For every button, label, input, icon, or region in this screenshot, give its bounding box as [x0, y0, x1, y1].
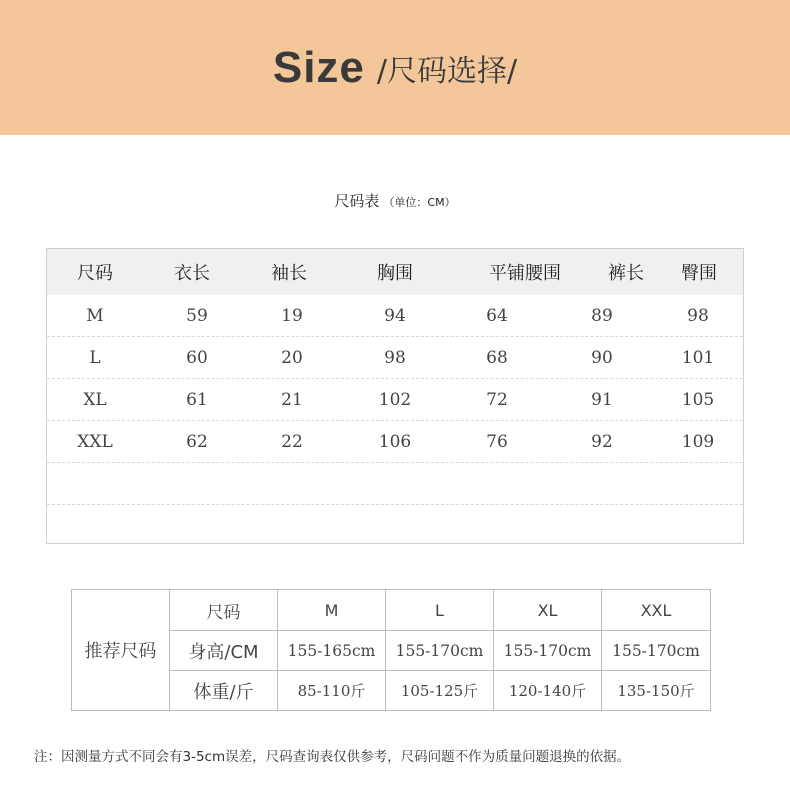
- table-header-row: [47, 249, 743, 295]
- caption-text: 尺码表: [334, 192, 380, 210]
- table-row: [47, 337, 743, 379]
- table-cell: 90: [591, 347, 613, 368]
- table-cell: 68: [486, 347, 508, 368]
- table-cell: 20: [281, 347, 303, 368]
- recommended-size-table: [71, 589, 711, 711]
- table-cell: 92: [591, 431, 613, 452]
- weight-row: [170, 671, 710, 710]
- column-header: 平铺腰围: [489, 263, 561, 284]
- table-cell: 21: [281, 389, 303, 410]
- caption-unit: （单位：CM）: [383, 196, 456, 209]
- page-title: [0, 0, 790, 135]
- table-cell: 91: [591, 389, 613, 410]
- column-header: 尺码: [77, 263, 113, 284]
- table-cell: 102: [378, 389, 412, 410]
- height-cell: 155-170cm: [386, 631, 494, 670]
- table-cell: 59: [186, 305, 208, 326]
- size-chart-caption: [0, 190, 790, 211]
- title-english: Size: [272, 42, 365, 92]
- table-cell: 19: [281, 305, 303, 326]
- table-cell: 101: [681, 347, 715, 368]
- size-cell: XXL: [77, 431, 113, 452]
- table-cell: 60: [186, 347, 208, 368]
- size-header: XL: [494, 590, 602, 630]
- column-header: 胸围: [377, 263, 413, 284]
- size-header: M: [278, 590, 386, 630]
- weight-cell: 85-110斤: [278, 671, 386, 710]
- height-cell: 155-170cm: [494, 631, 602, 670]
- table-cell: 89: [591, 305, 613, 326]
- recommend-side-label: 推荐尺码: [72, 590, 170, 710]
- table-cell: 76: [486, 431, 508, 452]
- height-cell: 155-170cm: [612, 641, 700, 660]
- column-header: 袖长: [271, 263, 307, 284]
- table-row: [47, 295, 743, 337]
- size-header: XXL: [640, 600, 672, 620]
- recommend-header-row: [170, 590, 710, 631]
- size-cell: XL: [83, 389, 107, 410]
- weight-cell: 135-150斤: [617, 682, 695, 700]
- table-cell: 64: [486, 305, 508, 326]
- disclaimer-note: 注：因测量方式不同会有3-5cm误差，尺码查询表仅供参考，尺码问题不作为质量问题退换的依据。: [34, 749, 631, 765]
- table-row: [47, 421, 743, 463]
- height-cell: 155-165cm: [278, 631, 386, 670]
- size-header: L: [386, 590, 494, 630]
- table-cell: 94: [384, 305, 406, 326]
- table-cell: 98: [384, 347, 406, 368]
- height-row: [170, 631, 710, 671]
- column-header: 臀围: [681, 263, 717, 284]
- table-cell: 62: [186, 431, 208, 452]
- size-header-label: 尺码: [170, 590, 278, 630]
- empty-table-row: [47, 463, 743, 505]
- height-label: 身高/CM: [170, 631, 278, 670]
- weight-cell: 105-125斤: [386, 671, 494, 710]
- table-cell: 105: [681, 389, 715, 410]
- table-cell: 22: [281, 431, 303, 452]
- size-cell: M: [86, 305, 104, 326]
- column-header: 衣长: [174, 263, 210, 284]
- table-cell: 98: [687, 305, 709, 326]
- size-cell: L: [89, 347, 101, 368]
- title-chinese: /尺码选择/: [376, 53, 518, 89]
- table-cell: 109: [681, 431, 715, 452]
- size-chart-table: [46, 248, 744, 544]
- table-cell: 106: [378, 431, 412, 452]
- table-cell: 72: [486, 389, 508, 410]
- column-header: 裤长: [608, 263, 644, 284]
- weight-cell: 120-140斤: [494, 671, 602, 710]
- table-cell: 61: [186, 389, 208, 410]
- table-row: [47, 379, 743, 421]
- weight-label: 体重/斤: [170, 671, 278, 710]
